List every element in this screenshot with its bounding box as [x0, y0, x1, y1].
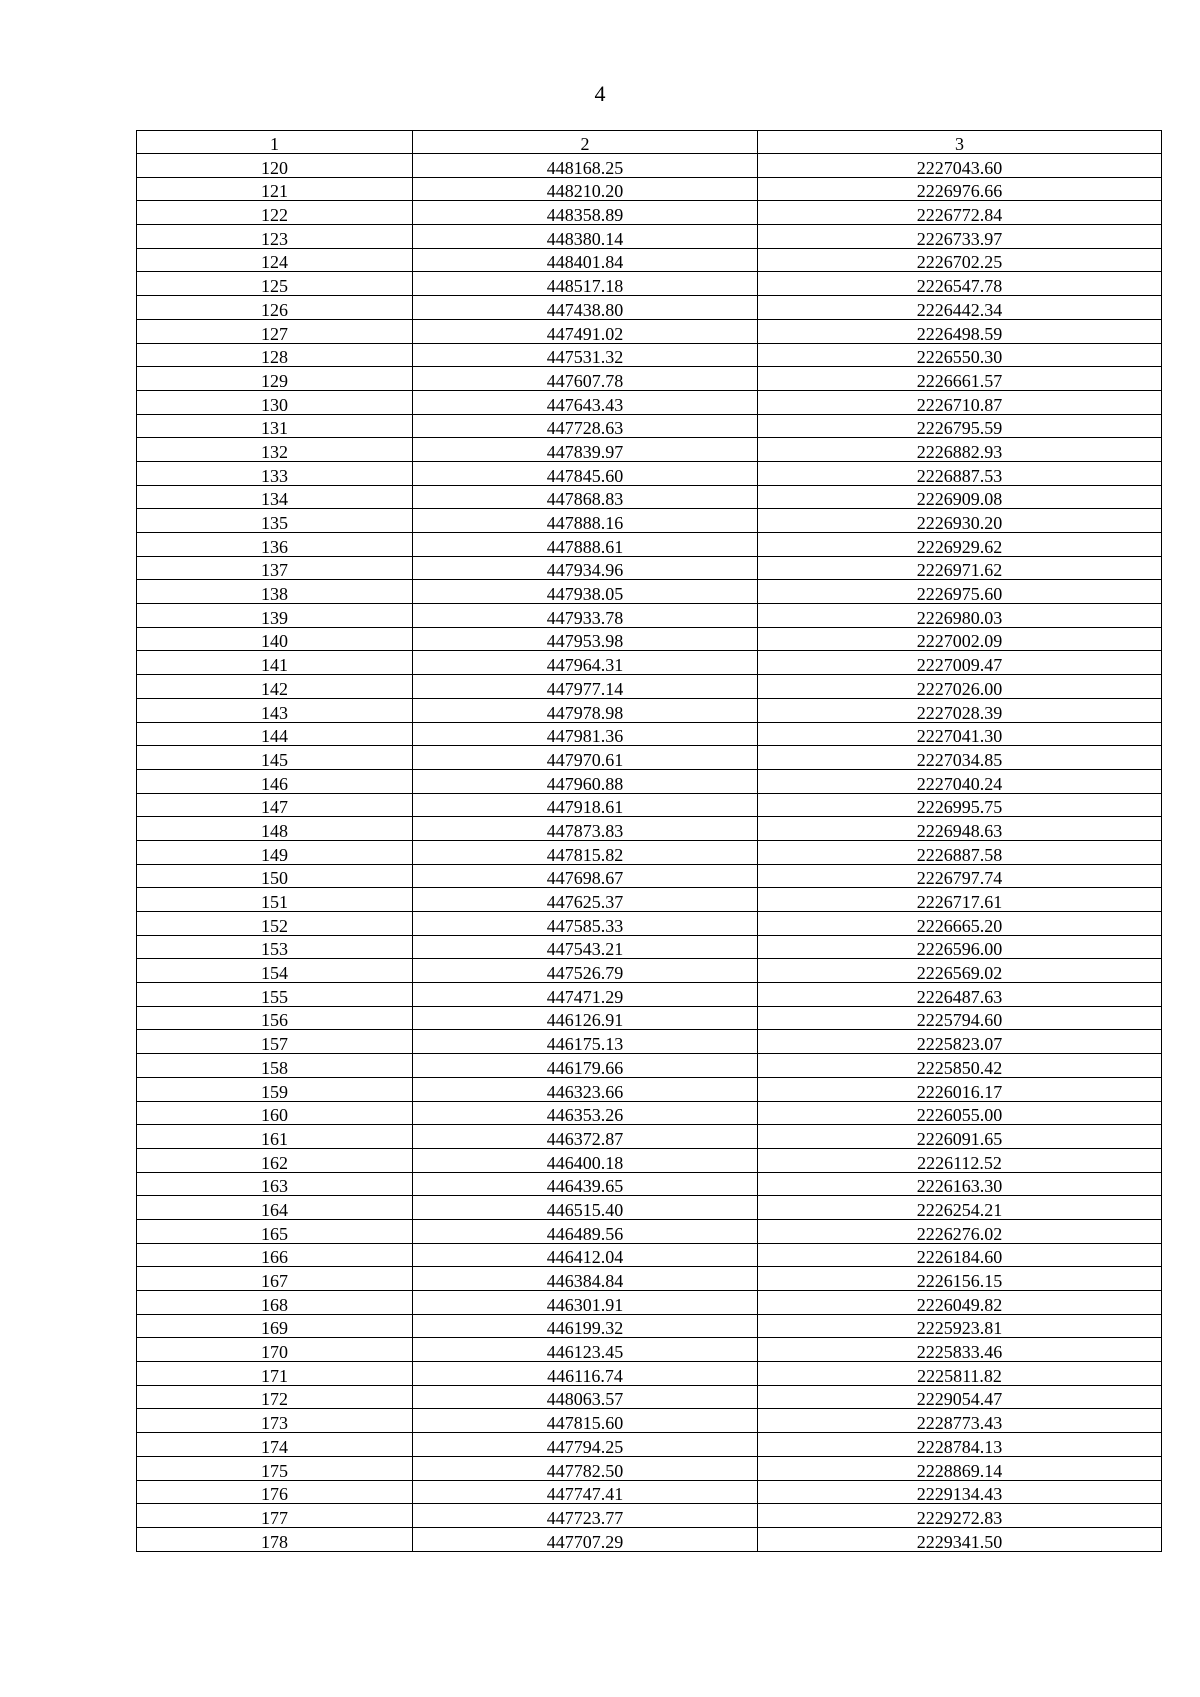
point-number-cell: 126 — [137, 296, 413, 320]
point-number-cell: 166 — [137, 1243, 413, 1267]
y-coordinate-cell: 2226112.52 — [758, 1148, 1162, 1172]
x-coordinate-cell: 447526.79 — [413, 959, 758, 983]
x-coordinate-cell: 447934.96 — [413, 556, 758, 580]
point-number-cell: 140 — [137, 627, 413, 651]
x-coordinate-cell: 446116.74 — [413, 1362, 758, 1386]
table-row — [137, 1196, 1162, 1220]
point-number-cell: 128 — [137, 343, 413, 367]
y-coordinate-cell: 2229134.43 — [758, 1480, 1162, 1504]
table-row — [137, 343, 1162, 367]
table-row — [137, 1101, 1162, 1125]
x-coordinate-cell: 446439.65 — [413, 1172, 758, 1196]
y-coordinate-cell: 2226882.93 — [758, 438, 1162, 462]
table-row — [137, 983, 1162, 1007]
point-number-cell: 172 — [137, 1385, 413, 1409]
point-number-cell: 154 — [137, 959, 413, 983]
table-row — [137, 817, 1162, 841]
y-coordinate-cell: 2227041.30 — [758, 722, 1162, 746]
point-number-cell: 159 — [137, 1077, 413, 1101]
table-row — [137, 1267, 1162, 1291]
table-row — [137, 509, 1162, 533]
x-coordinate-cell: 446384.84 — [413, 1267, 758, 1291]
x-coordinate-cell: 447471.29 — [413, 983, 758, 1007]
table-row — [137, 675, 1162, 699]
x-coordinate-cell: 446323.66 — [413, 1077, 758, 1101]
point-number-cell: 145 — [137, 746, 413, 770]
x-coordinate-cell: 447960.88 — [413, 769, 758, 793]
y-coordinate-cell: 2226797.74 — [758, 864, 1162, 888]
x-coordinate-cell: 447953.98 — [413, 627, 758, 651]
point-number-cell: 175 — [137, 1456, 413, 1480]
y-coordinate-cell: 2226710.87 — [758, 390, 1162, 414]
y-coordinate-cell: 2229054.47 — [758, 1385, 1162, 1409]
x-coordinate-cell: 447918.61 — [413, 793, 758, 817]
y-coordinate-cell: 2226276.02 — [758, 1219, 1162, 1243]
table-header-row — [137, 131, 1162, 154]
x-coordinate-cell: 447794.25 — [413, 1433, 758, 1457]
point-number-cell: 163 — [137, 1172, 413, 1196]
point-number-cell: 122 — [137, 201, 413, 225]
y-coordinate-cell: 2226016.17 — [758, 1077, 1162, 1101]
x-coordinate-cell: 448168.25 — [413, 154, 758, 178]
y-coordinate-cell: 2226887.53 — [758, 461, 1162, 485]
x-coordinate-cell: 447888.61 — [413, 533, 758, 557]
table-row — [137, 627, 1162, 651]
table-row — [137, 1291, 1162, 1315]
y-coordinate-cell: 2226049.82 — [758, 1291, 1162, 1315]
table-row — [137, 1527, 1162, 1551]
table-row — [137, 1409, 1162, 1433]
x-coordinate-cell: 447868.83 — [413, 485, 758, 509]
y-coordinate-cell: 2225923.81 — [758, 1314, 1162, 1338]
x-coordinate-cell: 447625.37 — [413, 888, 758, 912]
x-coordinate-cell: 447978.98 — [413, 698, 758, 722]
table-row — [137, 296, 1162, 320]
point-number-cell: 125 — [137, 272, 413, 296]
y-coordinate-cell: 2226733.97 — [758, 225, 1162, 249]
point-number-cell: 141 — [137, 651, 413, 675]
point-number-cell: 160 — [137, 1101, 413, 1125]
y-coordinate-cell: 2226163.30 — [758, 1172, 1162, 1196]
point-number-cell: 155 — [137, 983, 413, 1007]
x-coordinate-cell: 446353.26 — [413, 1101, 758, 1125]
table-row — [137, 319, 1162, 343]
table-row — [137, 438, 1162, 462]
point-number-cell: 147 — [137, 793, 413, 817]
table-row — [137, 1148, 1162, 1172]
x-coordinate-cell: 448063.57 — [413, 1385, 758, 1409]
point-number-cell: 150 — [137, 864, 413, 888]
point-number-cell: 148 — [137, 817, 413, 841]
x-coordinate-cell: 446199.32 — [413, 1314, 758, 1338]
x-coordinate-cell: 446412.04 — [413, 1243, 758, 1267]
point-number-cell: 165 — [137, 1219, 413, 1243]
point-number-cell: 129 — [137, 367, 413, 391]
y-coordinate-cell: 2226909.08 — [758, 485, 1162, 509]
table-row — [137, 651, 1162, 675]
x-coordinate-cell: 448210.20 — [413, 177, 758, 201]
y-coordinate-cell: 2226702.25 — [758, 248, 1162, 272]
table-row — [137, 1030, 1162, 1054]
y-coordinate-cell: 2226887.58 — [758, 840, 1162, 864]
point-number-cell: 142 — [137, 675, 413, 699]
y-coordinate-cell: 2226795.59 — [758, 414, 1162, 438]
table-row — [137, 698, 1162, 722]
table-row — [137, 1054, 1162, 1078]
point-number-cell: 133 — [137, 461, 413, 485]
table-row — [137, 769, 1162, 793]
table-row — [137, 1077, 1162, 1101]
table-row — [137, 533, 1162, 557]
table-row — [137, 367, 1162, 391]
y-coordinate-cell: 2227040.24 — [758, 769, 1162, 793]
y-coordinate-cell: 2226930.20 — [758, 509, 1162, 533]
point-number-cell: 176 — [137, 1480, 413, 1504]
x-coordinate-cell: 447938.05 — [413, 580, 758, 604]
point-number-cell: 161 — [137, 1125, 413, 1149]
point-number-cell: 137 — [137, 556, 413, 580]
x-coordinate-cell: 446179.66 — [413, 1054, 758, 1078]
y-coordinate-cell: 2226976.66 — [758, 177, 1162, 201]
table-row — [137, 840, 1162, 864]
point-number-cell: 138 — [137, 580, 413, 604]
point-number-cell: 130 — [137, 390, 413, 414]
point-number-cell: 174 — [137, 1433, 413, 1457]
table-row — [137, 1243, 1162, 1267]
y-coordinate-cell: 2226569.02 — [758, 959, 1162, 983]
column-header-2: 2 — [413, 131, 758, 154]
x-coordinate-cell: 446301.91 — [413, 1291, 758, 1315]
x-coordinate-cell: 446489.56 — [413, 1219, 758, 1243]
table-row — [137, 912, 1162, 936]
y-coordinate-cell: 2228869.14 — [758, 1456, 1162, 1480]
y-coordinate-cell: 2227028.39 — [758, 698, 1162, 722]
y-coordinate-cell: 2226487.63 — [758, 983, 1162, 1007]
point-number-cell: 169 — [137, 1314, 413, 1338]
y-coordinate-cell: 2226929.62 — [758, 533, 1162, 557]
point-number-cell: 168 — [137, 1291, 413, 1315]
x-coordinate-cell: 447607.78 — [413, 367, 758, 391]
x-coordinate-cell: 447491.02 — [413, 319, 758, 343]
y-coordinate-cell: 2225811.82 — [758, 1362, 1162, 1386]
table-row — [137, 248, 1162, 272]
y-coordinate-cell: 2229341.50 — [758, 1527, 1162, 1551]
point-number-cell: 143 — [137, 698, 413, 722]
point-number-cell: 178 — [137, 1527, 413, 1551]
table-row — [137, 1480, 1162, 1504]
point-number-cell: 135 — [137, 509, 413, 533]
x-coordinate-cell: 446123.45 — [413, 1338, 758, 1362]
y-coordinate-cell: 2226661.57 — [758, 367, 1162, 391]
table-row — [137, 272, 1162, 296]
table-row — [137, 556, 1162, 580]
point-number-cell: 131 — [137, 414, 413, 438]
point-number-cell: 120 — [137, 154, 413, 178]
table-row — [137, 154, 1162, 178]
point-number-cell: 123 — [137, 225, 413, 249]
table-row — [137, 201, 1162, 225]
point-number-cell: 156 — [137, 1006, 413, 1030]
table-row — [137, 959, 1162, 983]
x-coordinate-cell: 447643.43 — [413, 390, 758, 414]
point-number-cell: 136 — [137, 533, 413, 557]
y-coordinate-cell: 2226550.30 — [758, 343, 1162, 367]
y-coordinate-cell: 2226184.60 — [758, 1243, 1162, 1267]
y-coordinate-cell: 2226547.78 — [758, 272, 1162, 296]
y-coordinate-cell: 2227002.09 — [758, 627, 1162, 651]
point-number-cell: 127 — [137, 319, 413, 343]
table-row — [137, 225, 1162, 249]
x-coordinate-cell: 447839.97 — [413, 438, 758, 462]
table-row — [137, 864, 1162, 888]
y-coordinate-cell: 2229272.83 — [758, 1504, 1162, 1528]
coordinates-table — [136, 130, 1162, 1552]
x-coordinate-cell: 447977.14 — [413, 675, 758, 699]
point-number-cell: 153 — [137, 935, 413, 959]
table-row — [137, 1314, 1162, 1338]
point-number-cell: 177 — [137, 1504, 413, 1528]
y-coordinate-cell: 2226254.21 — [758, 1196, 1162, 1220]
point-number-cell: 144 — [137, 722, 413, 746]
point-number-cell: 134 — [137, 485, 413, 509]
y-coordinate-cell: 2226717.61 — [758, 888, 1162, 912]
point-number-cell: 124 — [137, 248, 413, 272]
column-header-3: 3 — [758, 131, 1162, 154]
y-coordinate-cell: 2226772.84 — [758, 201, 1162, 225]
table-row — [137, 1385, 1162, 1409]
table-row — [137, 935, 1162, 959]
x-coordinate-cell: 447933.78 — [413, 604, 758, 628]
point-number-cell: 171 — [137, 1362, 413, 1386]
x-coordinate-cell: 447698.67 — [413, 864, 758, 888]
point-number-cell: 164 — [137, 1196, 413, 1220]
x-coordinate-cell: 447438.80 — [413, 296, 758, 320]
point-number-cell: 157 — [137, 1030, 413, 1054]
x-coordinate-cell: 446175.13 — [413, 1030, 758, 1054]
y-coordinate-cell: 2226498.59 — [758, 319, 1162, 343]
x-coordinate-cell: 447888.16 — [413, 509, 758, 533]
table-row — [137, 1125, 1162, 1149]
x-coordinate-cell: 447585.33 — [413, 912, 758, 936]
x-coordinate-cell: 448517.18 — [413, 272, 758, 296]
y-coordinate-cell: 2227009.47 — [758, 651, 1162, 675]
y-coordinate-cell: 2225850.42 — [758, 1054, 1162, 1078]
y-coordinate-cell: 2226980.03 — [758, 604, 1162, 628]
table-row — [137, 793, 1162, 817]
point-number-cell: 121 — [137, 177, 413, 201]
point-number-cell: 139 — [137, 604, 413, 628]
y-coordinate-cell: 2225823.07 — [758, 1030, 1162, 1054]
table-row — [137, 1338, 1162, 1362]
y-coordinate-cell: 2226948.63 — [758, 817, 1162, 841]
table-row — [137, 746, 1162, 770]
table-row — [137, 580, 1162, 604]
y-coordinate-cell: 2228773.43 — [758, 1409, 1162, 1433]
y-coordinate-cell: 2227034.85 — [758, 746, 1162, 770]
y-coordinate-cell: 2226442.34 — [758, 296, 1162, 320]
y-coordinate-cell: 2227026.00 — [758, 675, 1162, 699]
table-row — [137, 1172, 1162, 1196]
page-number: 4 — [594, 81, 606, 106]
table-row — [137, 888, 1162, 912]
y-coordinate-cell: 2226091.65 — [758, 1125, 1162, 1149]
point-number-cell: 170 — [137, 1338, 413, 1362]
table-row — [137, 1006, 1162, 1030]
y-coordinate-cell: 2226995.75 — [758, 793, 1162, 817]
x-coordinate-cell: 447964.31 — [413, 651, 758, 675]
point-number-cell: 158 — [137, 1054, 413, 1078]
y-coordinate-cell: 2226971.62 — [758, 556, 1162, 580]
x-coordinate-cell: 447970.61 — [413, 746, 758, 770]
x-coordinate-cell: 447747.41 — [413, 1480, 758, 1504]
point-number-cell: 132 — [137, 438, 413, 462]
table-body — [137, 154, 1162, 1552]
table-row — [137, 604, 1162, 628]
x-coordinate-cell: 448401.84 — [413, 248, 758, 272]
table-row — [137, 485, 1162, 509]
table-row — [137, 722, 1162, 746]
y-coordinate-cell: 2226156.15 — [758, 1267, 1162, 1291]
x-coordinate-cell: 446515.40 — [413, 1196, 758, 1220]
y-coordinate-cell: 2226665.20 — [758, 912, 1162, 936]
table-row — [137, 1362, 1162, 1386]
table-row — [137, 414, 1162, 438]
table-row — [137, 1456, 1162, 1480]
x-coordinate-cell: 446372.87 — [413, 1125, 758, 1149]
column-header-1: 1 — [137, 131, 413, 154]
y-coordinate-cell: 2225794.60 — [758, 1006, 1162, 1030]
table-row — [137, 461, 1162, 485]
y-coordinate-cell: 2226055.00 — [758, 1101, 1162, 1125]
table-row — [137, 1219, 1162, 1243]
x-coordinate-cell: 447782.50 — [413, 1456, 758, 1480]
x-coordinate-cell: 448380.14 — [413, 225, 758, 249]
x-coordinate-cell: 447531.32 — [413, 343, 758, 367]
point-number-cell: 149 — [137, 840, 413, 864]
x-coordinate-cell: 447815.82 — [413, 840, 758, 864]
x-coordinate-cell: 447543.21 — [413, 935, 758, 959]
x-coordinate-cell: 447873.83 — [413, 817, 758, 841]
x-coordinate-cell: 447981.36 — [413, 722, 758, 746]
x-coordinate-cell: 447723.77 — [413, 1504, 758, 1528]
x-coordinate-cell: 447707.29 — [413, 1527, 758, 1551]
y-coordinate-cell: 2227043.60 — [758, 154, 1162, 178]
point-number-cell: 152 — [137, 912, 413, 936]
x-coordinate-cell: 447728.63 — [413, 414, 758, 438]
point-number-cell: 151 — [137, 888, 413, 912]
point-number-cell: 173 — [137, 1409, 413, 1433]
x-coordinate-cell: 446126.91 — [413, 1006, 758, 1030]
point-number-cell: 167 — [137, 1267, 413, 1291]
point-number-cell: 162 — [137, 1148, 413, 1172]
x-coordinate-cell: 447845.60 — [413, 461, 758, 485]
x-coordinate-cell: 448358.89 — [413, 201, 758, 225]
y-coordinate-cell: 2225833.46 — [758, 1338, 1162, 1362]
table-row — [137, 177, 1162, 201]
table-row — [137, 1433, 1162, 1457]
y-coordinate-cell: 2228784.13 — [758, 1433, 1162, 1457]
y-coordinate-cell: 2226975.60 — [758, 580, 1162, 604]
y-coordinate-cell: 2226596.00 — [758, 935, 1162, 959]
table-row — [137, 1504, 1162, 1528]
table-row — [137, 390, 1162, 414]
point-number-cell: 146 — [137, 769, 413, 793]
x-coordinate-cell: 446400.18 — [413, 1148, 758, 1172]
x-coordinate-cell: 447815.60 — [413, 1409, 758, 1433]
